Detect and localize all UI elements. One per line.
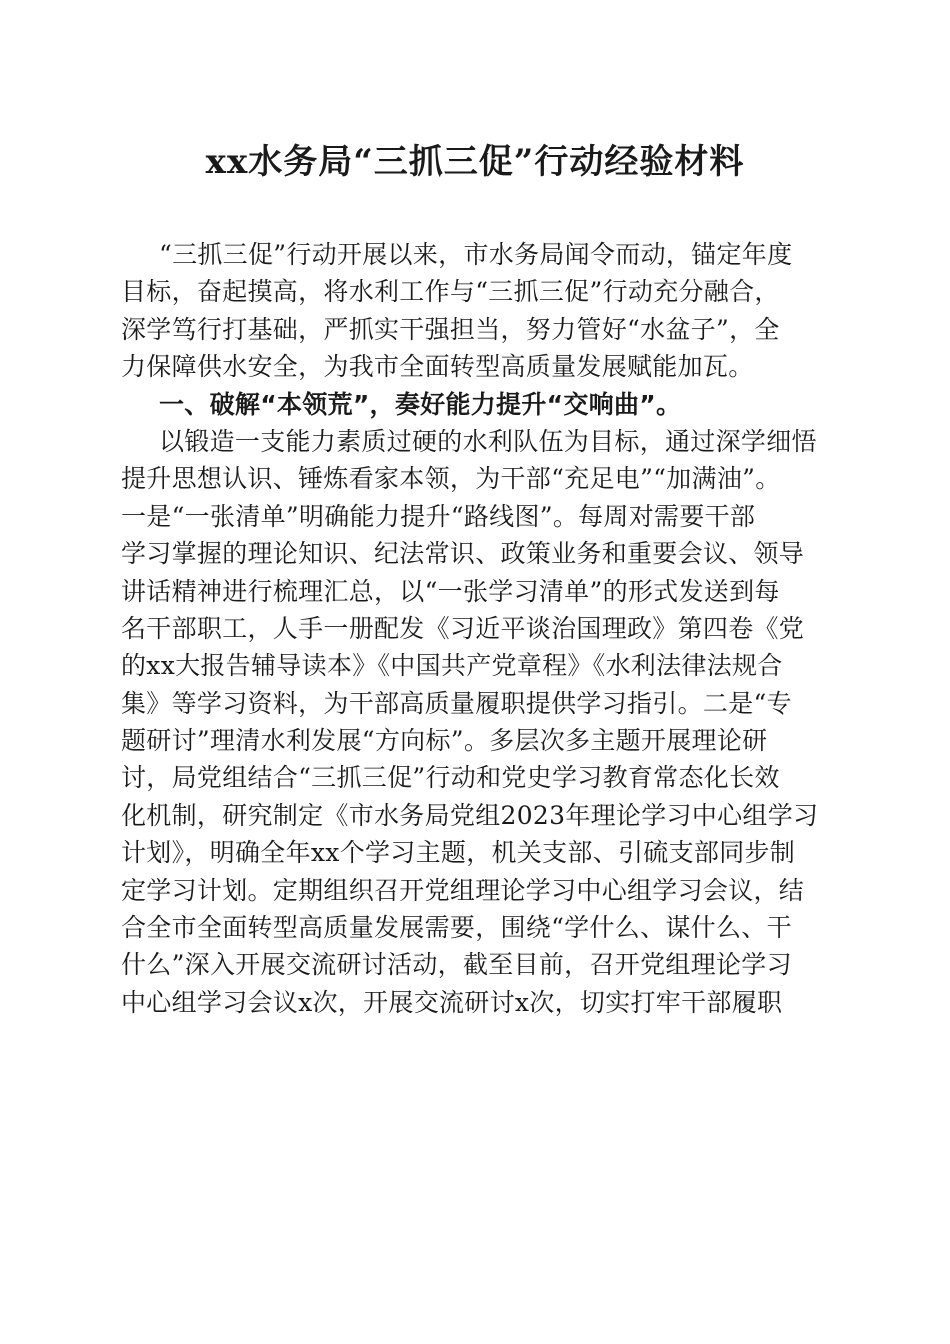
body-line: 化机制，研究制定《市水务局党组2023年理论学习中心组学习 (121, 800, 819, 830)
body-line: 中心组学习会议x次，开展交流研讨x次，切实打牢干部履职 (121, 987, 783, 1017)
body-line: 讨，局党组结合“三抓三促”行动和党史学习教育常态化长效 (121, 763, 780, 793)
section-heading: 一、破解“本领荒”，奏好能力提升“交响曲”。 (159, 389, 682, 419)
body-line: 提升思想认识、锤炼看家本领，为干部“充足电”“加满油”。 (121, 464, 781, 494)
body-line: 什么”深入开展交流研讨活动，截至目前，召开党组理论学习 (121, 950, 792, 980)
body-line: 学习掌握的理论知识、纪法常识、政策业务和重要会议、领导 (121, 539, 805, 569)
body-line: 力保障供水安全，为我市全面转型高质量发展赋能加瓦。 (121, 352, 754, 382)
body-line: 集》等学习资料，为干部高质量履职提供学习指引。二是“专 (121, 688, 792, 718)
body-line: “三抓三促”行动开展以来，市水务局闻令而动，锚定年度 (159, 240, 793, 269)
body-line: 的xx大报告辅导读本》《中国共产党章程》《水利法律法规合 (121, 651, 783, 681)
body-line: 以锻造一支能力素质过硬的水利队伍为目标，通过深学细悟 (159, 426, 817, 456)
body-line: 名干部职工，人手一册配发《习近平谈治国理政》第四卷《党 (121, 613, 805, 643)
body-line: 合全市全面转型高质量发展需要，围绕“学什么、谋什么、干 (121, 913, 792, 943)
document-body (121, 236, 829, 1021)
body-line: 一是“一张清单”明确能力提升“路线图”。每周对需要干部 (121, 501, 756, 531)
body-line: 深学笃行打基础，严抓实干强担当，努力管好“水盆子”，全 (121, 314, 780, 344)
document-title: xx水务局“三抓三促”行动经验材料 (205, 142, 745, 182)
body-line: 讲话精神进行梳理汇总，以“一张学习清单”的形式发送到每 (121, 576, 780, 606)
body-line: 目标，奋起摸高，将水利工作与“三抓三促”行动充分融合， (121, 277, 780, 307)
body-line: 定学习计划。定期组织召开党组理论学习中心组学习会议，结 (121, 875, 805, 905)
body-line: 题研讨”理清水利发展“方向标”。多层次多主题开展理论研 (121, 726, 768, 756)
body-line: 计划》，明确全年xx个学习主题，机关支部、引硫支部同步制 (121, 838, 796, 868)
